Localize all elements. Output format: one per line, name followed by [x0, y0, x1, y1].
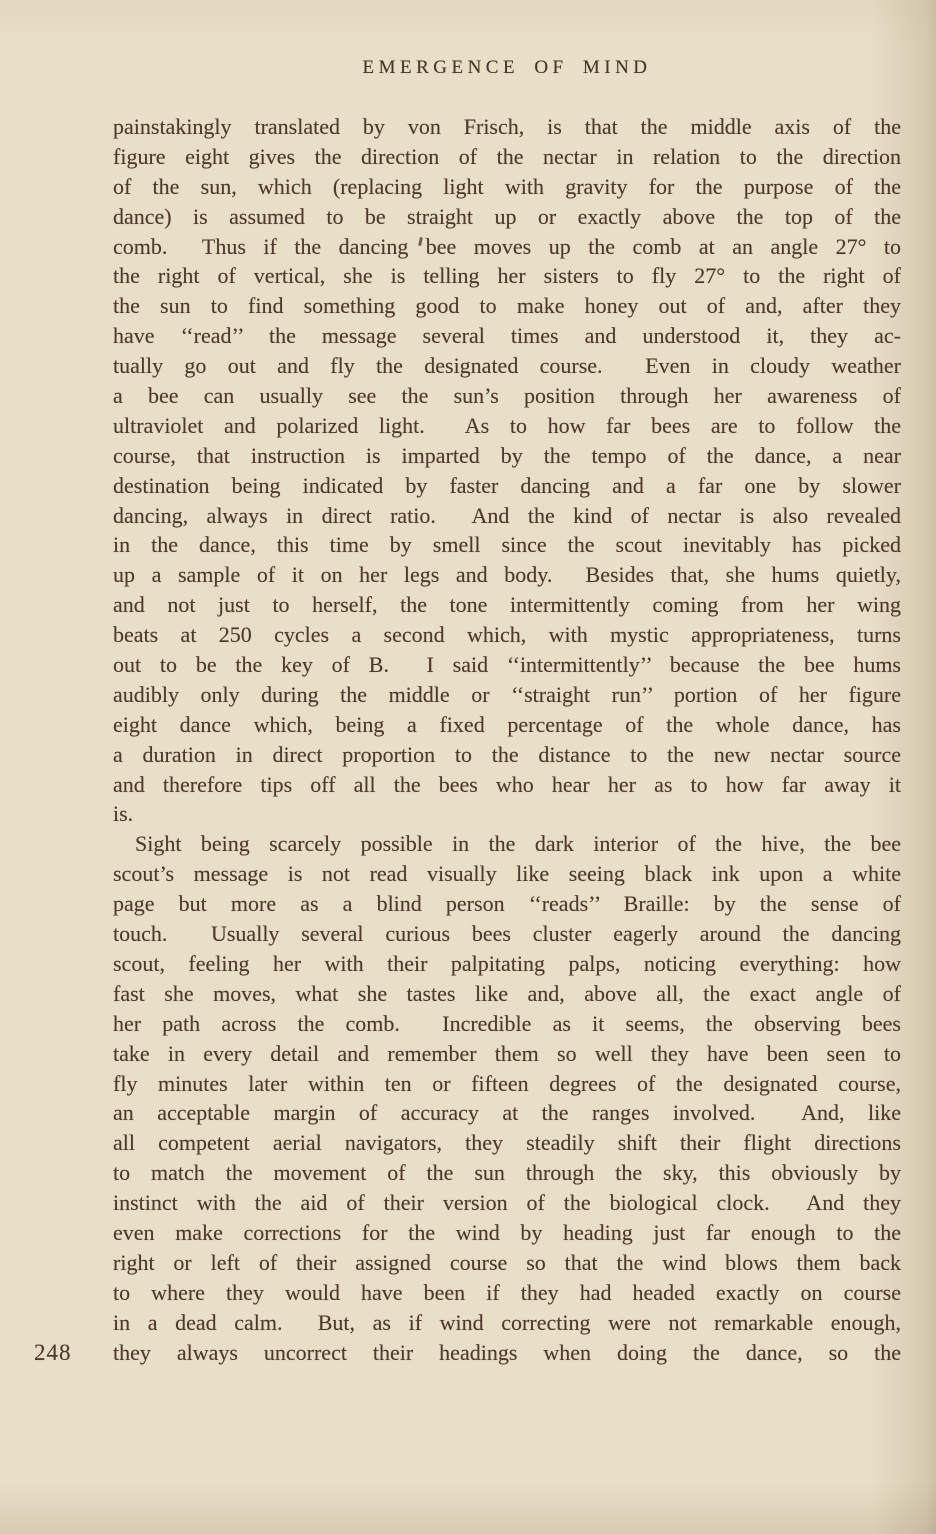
text-line: instinct with the aid of their version of the biological clock. And they [113, 1190, 901, 1216]
text-line: her path across the comb. Incredible as it seems, the observing bees [113, 1010, 901, 1036]
text-line: out to be the key of B. I said ‘‘intermittently’’ because the bee hums [113, 652, 901, 678]
text-line: is. [113, 801, 134, 827]
text-line: audibly only during the middle or ‘‘straight run’’ portion of her figure [113, 681, 901, 707]
text-line: right or left of their assigned course so that the wind blows them back [113, 1249, 901, 1275]
text-line: comb. Thus if the dancing bee moves up the comb at an angle 27° to [113, 233, 901, 259]
text-line: in a dead calm. But, as if wind correcting were not remarkable enough, [113, 1309, 901, 1335]
paragraph [113, 112, 901, 829]
text-line: and not just to herself, the tone intermittently coming from her wing [113, 592, 901, 618]
text-line: destination being indicated by faster dancing and a far one by slower [113, 472, 901, 498]
text-line: eight dance which, being a fixed percentage of the whole dance, has [113, 711, 901, 737]
text-line: all competent aerial navigators, they steadily shift their flight directions [113, 1130, 901, 1156]
text-line: to where they would have been if they had headed exactly on course [113, 1279, 901, 1305]
text-line: fast she moves, what she tastes like and, above all, the exact angle of [113, 980, 901, 1006]
text-line: touch. Usually several curious bees cluster eagerly around the dancing [113, 921, 901, 947]
text-line: tually go out and fly the designated course. Even in cloudy weather [113, 353, 901, 379]
text-line: painstakingly translated by von Frisch, is that the middle axis of the [113, 114, 901, 139]
text-line: the right of vertical, she is telling her sisters to fly 27° to the right of [113, 263, 901, 289]
text-line: take in every detail and remember them so well they have been seen to [113, 1040, 901, 1066]
text-line: up a sample of it on her legs and body. Besides that, she hums quietly, [113, 562, 901, 588]
text-line: dance) is assumed to be straight up or exactly above the top of the [113, 203, 901, 229]
body-text [113, 112, 901, 1367]
text-line: to match the movement of the sun through the sky, this obviously by [113, 1160, 901, 1186]
text-line: ultraviolet and polarized light. As to how far bees are to follow the [113, 412, 901, 438]
text-line: dancing, always in direct ratio. And the kind of nectar is also revealed [113, 502, 901, 528]
text-line: an acceptable margin of accuracy at the ranges involved. And, like [113, 1100, 901, 1126]
text-line: a duration in direct proportion to the distance to the new nectar source [113, 741, 901, 767]
page-number: 248 [34, 1340, 72, 1365]
text-line: course, that instruction is imparted by the tempo of the dance, a near [113, 442, 901, 468]
text-line: they always uncorrect their headings when doing the dance, so the [113, 1339, 901, 1365]
text-line: even make corrections for the wind by heading just far enough to the [113, 1219, 901, 1245]
text-line: the sun to find something good to make honey out of and, after they [113, 293, 901, 319]
text-line: and therefore tips off all the bees who hear her as to how far away it [113, 771, 901, 797]
text-line: have ‘‘read’’ the message several times and understood it, they ac- [113, 323, 901, 349]
text-line: of the sun, which (replacing light with gravity for the purpose of the [113, 173, 901, 199]
paragraph [113, 829, 901, 1367]
text-line: scout’s message is not read visually like seeing black ink upon a white [113, 861, 901, 887]
text-line: beats at 250 cycles a second which, with mystic appropriateness, turns [113, 622, 901, 648]
text-line: fly minutes later within ten or fifteen degrees of the designated course, [113, 1070, 901, 1096]
text-line: page but more as a blind person ‘‘reads’’ Braille: by the sense of [113, 891, 901, 917]
text-line: a bee can usually see the sun’s position through her awareness of [113, 383, 901, 409]
text-line: Sight being scarcely possible in the dark interior of the hive, the bee [135, 831, 901, 857]
text-line: scout, feeling her with their palpitating palps, noticing everything: how [113, 950, 901, 976]
text-line: figure eight gives the direction of the nectar in relation to the direction [113, 143, 901, 169]
running-header: EMERGENCE OF MIND [362, 57, 652, 78]
text-line: in the dance, this time by smell since the scout inevitably has picked [113, 532, 901, 558]
